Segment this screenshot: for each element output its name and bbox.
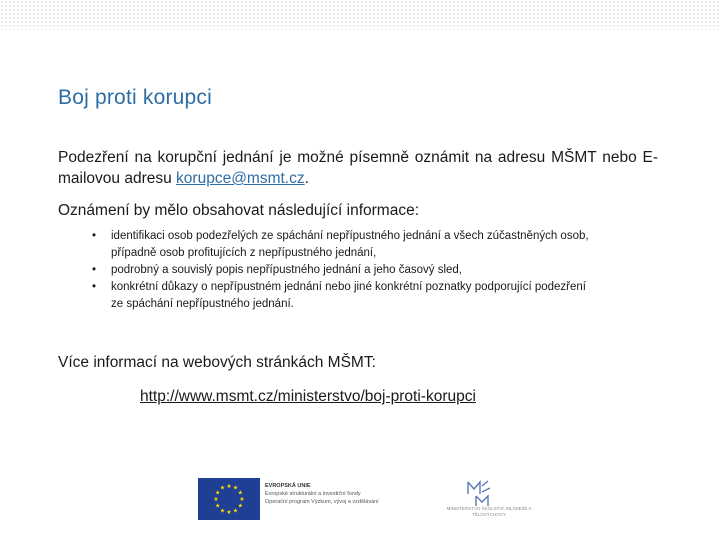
bullet-icon: • xyxy=(92,281,97,293)
decorative-top-border xyxy=(0,0,720,30)
list-item-text: identifikaci osob podezřelých ze spáchání nepřípustného jednání a všech zúčastněných osob, případně osob profitujících z nepřípustného jednání, xyxy=(111,230,589,259)
list-item xyxy=(92,228,592,262)
eu-name: EVROPSKÁ UNIE xyxy=(265,483,311,489)
intro-paragraph xyxy=(58,147,658,189)
required-info-list xyxy=(92,228,592,313)
eu-star-icon: ★ xyxy=(219,508,226,515)
eu-star-icon: ★ xyxy=(215,503,221,510)
list-item xyxy=(92,262,592,279)
eu-flag-icon xyxy=(198,478,260,520)
list-item-text: podrobný a souvislý popis nepřípustného jednání a jeho časový sled, xyxy=(111,264,462,276)
intro-text: Podezření na korupční jednání je možné písemně oznámit na adresu MŠMT nebo E-mailovou adresu xyxy=(58,149,658,187)
list-item-text: konkrétní důkazy o nepřípustném jednání nebo jiné konkrétní poznatky podporující podezření ze spáchání nepřípustného jednání. xyxy=(111,281,586,310)
list-item xyxy=(92,279,592,313)
eu-star-icon: ★ xyxy=(226,510,232,516)
eu-star-icon: ★ xyxy=(232,508,239,515)
eu-star-icon: ★ xyxy=(215,490,221,497)
bullet-icon: • xyxy=(92,264,97,276)
bullet-icon: • xyxy=(92,230,97,242)
eu-star-icon: ★ xyxy=(232,485,239,492)
eu-star-icon: ★ xyxy=(219,485,226,492)
eu-funds-line: Evropské strukturální a investiční fondy xyxy=(265,491,361,497)
required-info-paragraph: Oznámení by mělo obsahovat následující informace: xyxy=(58,202,419,219)
eu-funding-text xyxy=(265,482,379,506)
more-info-link[interactable]: http://www.msmt.cz/ministerstvo/boj-proti-korupci xyxy=(140,388,476,405)
more-info-heading: Více informací na webových stránkách MŠMT: xyxy=(58,354,376,371)
email-link[interactable]: korupce@msmt.cz xyxy=(176,170,305,187)
eu-programme-line: Operační program Výzkum, vývoj a vzdělávání xyxy=(265,499,379,505)
eu-star-icon: ★ xyxy=(213,497,219,503)
eu-star-icon: ★ xyxy=(239,497,245,503)
eu-star-icon: ★ xyxy=(237,490,243,497)
intro-end: . xyxy=(304,170,309,187)
eu-star-icon: ★ xyxy=(226,484,232,490)
slide-title: Boj proti korupci xyxy=(58,86,212,109)
eu-star-icon: ★ xyxy=(237,503,243,510)
msmt-caption: MINISTERSTVO ŠKOLSTVÍ, MLÁDEŽE A TĚLOVÝCHOVY xyxy=(446,506,532,517)
